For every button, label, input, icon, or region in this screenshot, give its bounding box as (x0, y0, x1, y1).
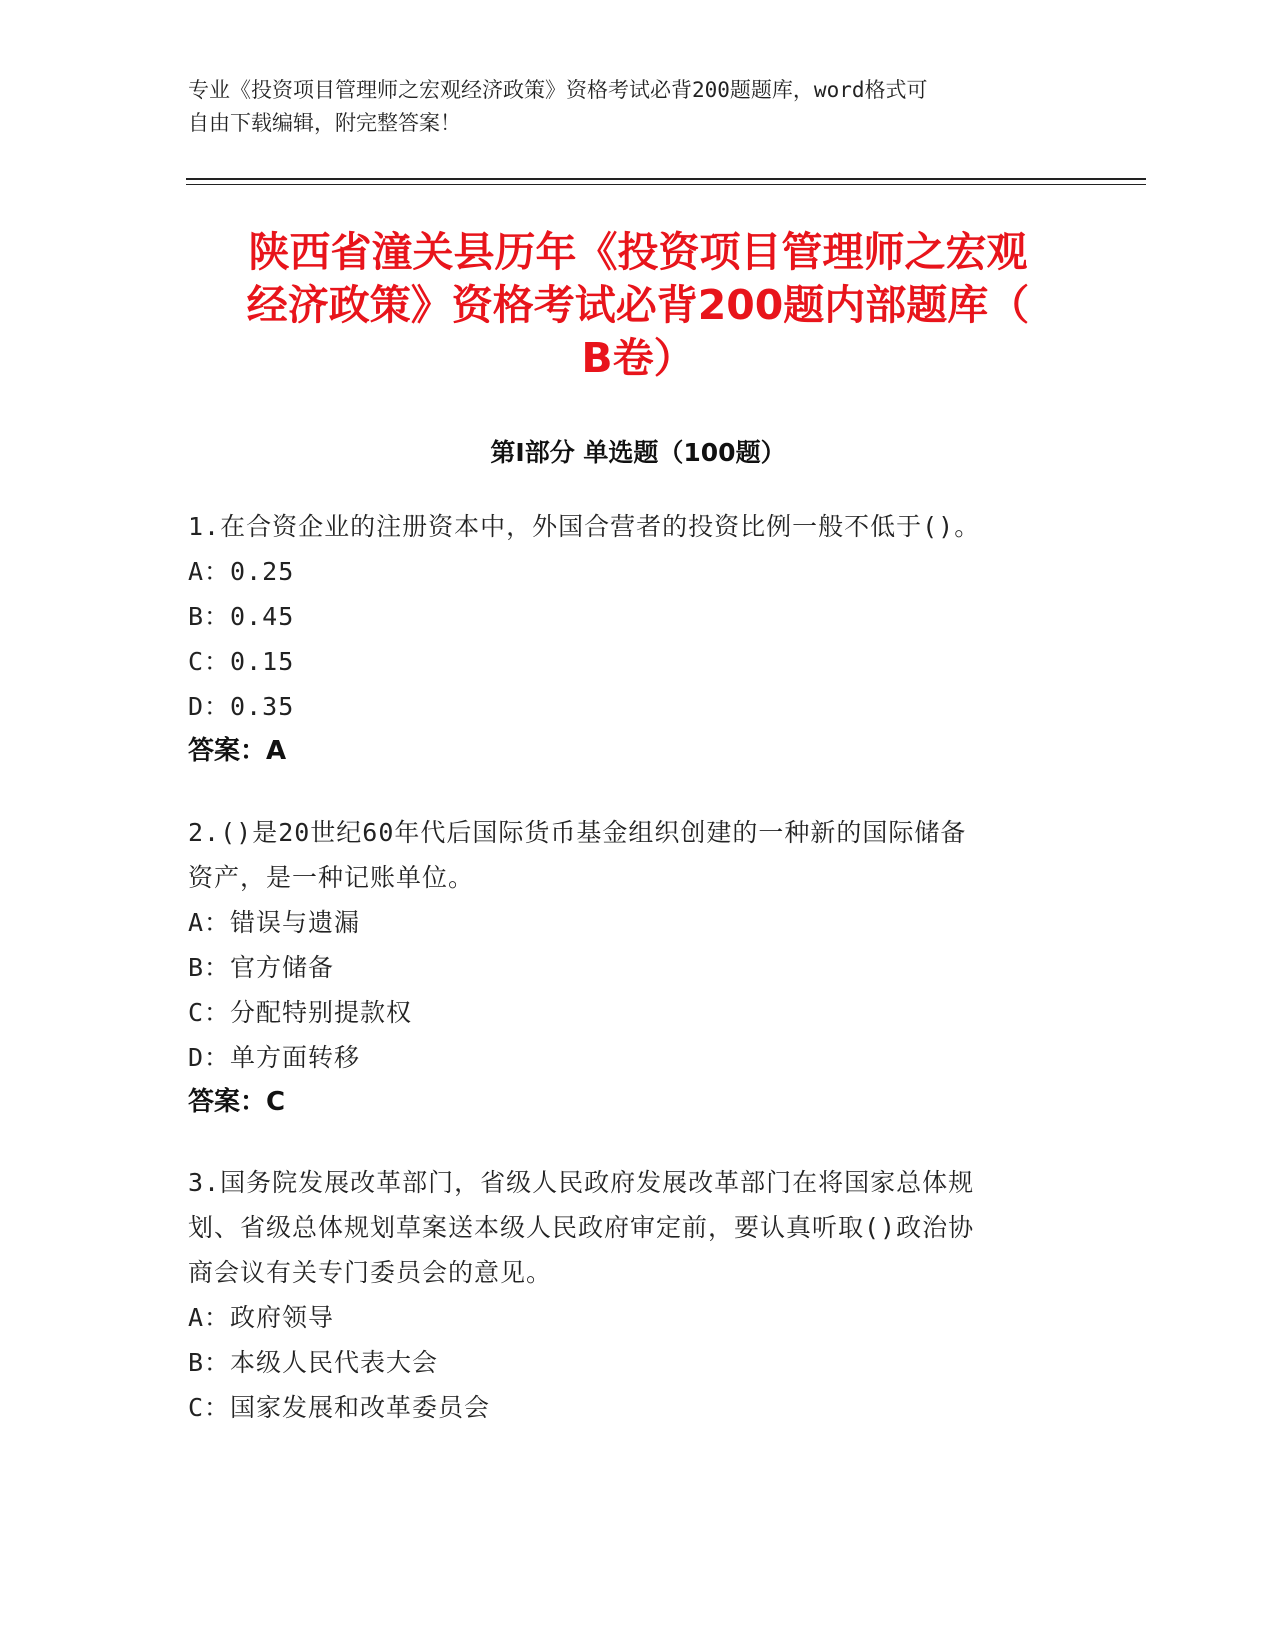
document-title (186, 226, 1090, 385)
option-d: D：单方面转移 (188, 1043, 361, 1072)
question-text: 1.在合资企业的注册资本中，外国合营者的投资比例一般不低于()。 (188, 512, 981, 541)
option-a: A：0.25 (188, 557, 295, 586)
question-3 (188, 1160, 1088, 1430)
question-text: 划、省级总体规划草案送本级人民政府审定前，要认真听取()政治协 (188, 1213, 975, 1242)
answer: 答案：C (188, 1087, 286, 1117)
header-divider-thin (186, 184, 1146, 185)
question-text: 3.国务院发展改革部门，省级人民政府发展改革部门在将国家总体规 (188, 1168, 975, 1197)
option-a: A：政府领导 (188, 1303, 335, 1332)
option-a: A：错误与遗漏 (188, 908, 361, 937)
header-divider-thick (186, 178, 1146, 180)
header-note-line: 专业《投资项目管理师之宏观经济政策》资格考试必背200题题库，word格式可 (188, 78, 928, 102)
title-line: 经济政策》资格考试必背200题内部题库（ (246, 281, 1030, 329)
header-note (188, 74, 1088, 140)
option-b: B：本级人民代表大会 (188, 1348, 439, 1377)
question-text: 商会议有关专门委员会的意见。 (188, 1258, 553, 1287)
option-b: B：0.45 (188, 602, 295, 631)
title-line: B卷） (581, 334, 695, 382)
option-c: C：分配特别提款权 (188, 998, 413, 1027)
section-title: 第I部分 单选题（100题） (490, 438, 786, 467)
question-2 (188, 810, 1088, 1125)
option-c: C：国家发展和改革委员会 (188, 1393, 491, 1422)
option-b: B：官方储备 (188, 953, 335, 982)
question-text: 2.()是20世纪60年代后国际货币基金组织创建的一种新的国际储备 (188, 818, 967, 847)
option-c: C：0.15 (188, 647, 295, 676)
header-note-line: 自由下载编辑，附完整答案！ (188, 111, 461, 135)
question-text: 资产，是一种记账单位。 (188, 863, 475, 892)
option-d: D：0.35 (188, 692, 295, 721)
title-line: 陕西省潼关县历年《投资项目管理师之宏观 (248, 228, 1028, 276)
question-1 (188, 504, 1088, 774)
answer: 答案：A (188, 736, 287, 766)
